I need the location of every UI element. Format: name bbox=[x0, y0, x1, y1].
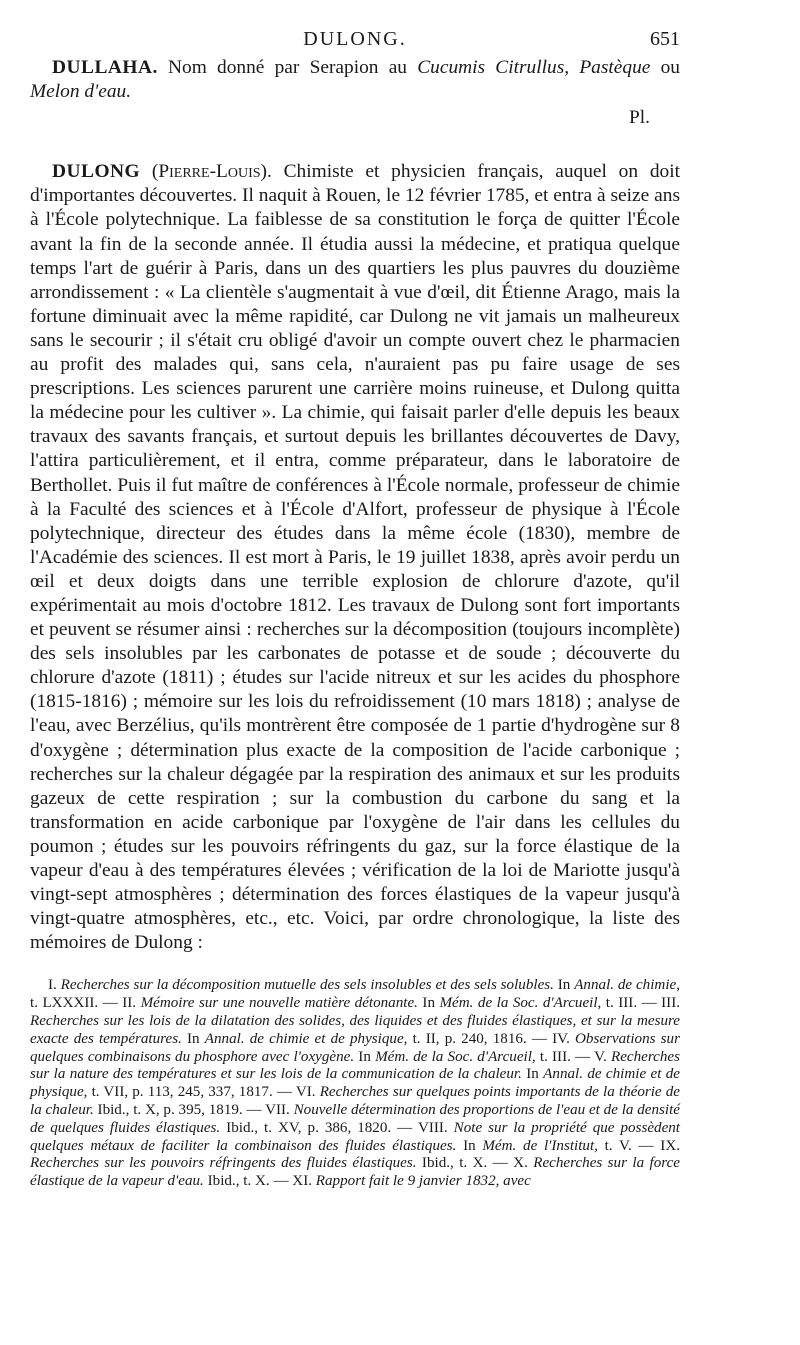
page-header bbox=[30, 22, 680, 56]
footnote-italic-run: Recherches sur la force élastique de la vapeur d'eau. bbox=[30, 1155, 680, 1190]
footnote-italic-run: Annal. de chimie et de physique, bbox=[204, 1030, 408, 1047]
author-signature: Pl. bbox=[628, 107, 650, 129]
headword-dulong: DULONG bbox=[52, 161, 141, 183]
dulong-given-names: Pierre-Louis bbox=[158, 161, 261, 183]
footnote-text-run: t. III. — III. bbox=[601, 995, 680, 1012]
entry-dullaha-text bbox=[30, 56, 680, 104]
footnote-text-run: Ibid., t. X, p. 395, 1819. — VII. bbox=[93, 1101, 294, 1118]
footnote-italic-run: Mémoire sur une nouvelle matière détonante. bbox=[140, 995, 418, 1012]
footnote-text-run: Ibid., t. XV, p. 386, 1820. — VIII. bbox=[220, 1119, 454, 1136]
entry-dulong bbox=[30, 160, 680, 955]
footnote-italic-run: Recherches sur les pouvoirs réfringents des fluides élastiques. bbox=[30, 1155, 417, 1172]
footnote-italic-run: Mém. de l'Institut, bbox=[482, 1137, 598, 1154]
footnote-italic-run: Annal. de chimie, bbox=[574, 977, 680, 994]
headword-dullaha: DULLAHA. bbox=[52, 57, 158, 78]
footnote-text-run: In bbox=[417, 995, 440, 1012]
footnote-text-run: In bbox=[553, 977, 575, 994]
footnote-italic-run: Rapport fait le 9 janvier 1832, avec bbox=[315, 1173, 531, 1190]
footnote-text-run: t. V. — IX. bbox=[597, 1137, 680, 1154]
running-title: DULONG. bbox=[303, 28, 407, 50]
page bbox=[30, 22, 680, 1191]
footnote-italic-run: Recherches sur la nature des températures et sur les lois de la communication de la chaleur. bbox=[30, 1048, 680, 1083]
footnote-italic-run: Observations sur quelques combinaisons du phosphore avec l'oxygène. bbox=[30, 1030, 680, 1065]
footnote-text-run: In bbox=[181, 1030, 205, 1047]
dulong-name-close: ). bbox=[260, 161, 284, 183]
footnote-text-run: In bbox=[456, 1137, 483, 1154]
dullaha-italic-2: Melon d'eau. bbox=[30, 81, 132, 103]
footnote-text-run: In bbox=[354, 1048, 376, 1065]
footnote-italic-run: Nouvelle détermination des proportions de l'eau et de la densité de quelques fluides élastiques. bbox=[30, 1101, 680, 1136]
footnote-italic-run: Mém. de la Soc. d'Arcueil, bbox=[375, 1048, 536, 1065]
dullaha-italic-1: Cucumis Citrullus, Pastèque bbox=[417, 57, 651, 78]
footnote-italic-run: Recherches sur les lois de la dilatation des solides, des liquides et des fluides élastiques, et sur la mesure exacte des températures. bbox=[30, 1012, 680, 1047]
footnote-italic-run: Recherches sur quelques points importants de la théorie de la chaleur. bbox=[30, 1084, 681, 1118]
dulong-body: Chimiste et physicien français, auquel on doit d'importantes découvertes. Il naquit à Rouen, le 12 février 1785, et entra à seize ans à l'École polytechnique. La faiblesse de sa constitution le força de quitter l'École avant la fin de la seconde année. Il étudia aussi la médecine, et pratiqua quelque temps l'art de guérir à Paris, dans un des quartiers les plus pauvres du douzième arrondissement : « La clientèle s'augmentait à vue d'œil, dit Étienne Arago, mais la fortune diminuait avec la même rapidité, car Dulong ne vit jamais un malheureux sans le secourir ; il s'était cru obligé d'avoir un compte ouvert chez le pharmacien au profit des malades qui, sans cela, n'auraient pas pu faire usage de ses prescriptions. Les sciences parurent une carrière moins ruineuse, et Dulong quitta la médecine pour les cultiver ». La chimie, qui faisait parler d'elle depuis les beaux travaux des savants français, et surtout depuis les brillantes découvertes de Davy, l'attira particulièrement, et il entra, comme préparateur, dans le laboratoire de Berthollet. Puis il fut maître de conférences à l'École normale, professeur de chimie à la Faculté des sciences et à l'École d'Alfort, professeur de physique à l'École polytechnique, directeur des études dans la même école (1830), membre de l'Académie des sciences. Il est mort à Paris, le 19 juillet 1838, après avoir perdu un œil et deux doigts dans une terrible explosion de chlorure d'azote, qu'il expérimentait au mois d'octobre 1812. Les travaux de Dulong sont fort importants et peuvent se résumer ainsi : recherches sur la décomposition (toujours incomplète) des sels insolubles par les carbonates de potasse et de soude ; découverte du chlorure d'azote (1811) ; études sur l'acide nitreux et sur les acides du phosphore (1815-1816) ; mémoire sur les lois du refroidissement (10 mars 1818) ; analyse de l'eau, avec Berzélius, qu'ils montrèrent être composée de 1 partie d'hydrogène sur 8 d'oxygène ; détermination plus exacte de la composition de l'acide carbonique ; recherches sur la chaleur dégagée par la respiration des animaux et sur les produits gazeux de cette respiration ; sur la combustion du carbone du sang et la transformation en acide carbonique par l'oxygène de l'air dans les cellules du poumon ; études sur les pouvoirs réfringents du gaz, sur la force élastique de la vapeur d'eau à des températures élevées ; vérification de la loi de Mariotte jusqu'à vingt-sept atmosphères ; détermination des forces élastiques de la vapeur jusqu'à vingt-quatre atmosphères, etc., etc. Voici, par ordre chronologique, la liste des mémoires de Dulong : bbox=[30, 161, 681, 954]
footnote-text-run: In bbox=[521, 1066, 544, 1083]
footnote-italic-run: Recherches sur la décomposition mutuelle des sels insolubles et des sels solubles. bbox=[60, 977, 554, 994]
footnote-text-run: t. III. — V. bbox=[535, 1048, 611, 1065]
footnote-text-run: Ibid., t. X. — XI. bbox=[203, 1173, 316, 1190]
entry-dullaha bbox=[30, 56, 680, 130]
footnote-text-run: t. LXXXII. — II. bbox=[30, 995, 141, 1012]
page-number: 651 bbox=[650, 28, 680, 50]
footnote-italic-run: Annal. de chimie et de physique, bbox=[30, 1066, 680, 1101]
footnote-paragraph bbox=[30, 977, 680, 1191]
footnotes bbox=[30, 977, 680, 1191]
footnote-text-run: Ibid., t. X. — X. bbox=[416, 1155, 534, 1172]
entry-dulong-text bbox=[30, 160, 680, 955]
dulong-name-open: ( bbox=[140, 161, 159, 183]
footnote-italic-run: Note sur la propriété que possèdent quelques métaux de faciliter la combinaison des fluides élastiques. bbox=[30, 1119, 681, 1154]
footnote-text-run: t. VII, p. 113, 245, 337, 1817. — VI. bbox=[87, 1084, 320, 1101]
footnote-text-run: t. II, p. 240, 1816. — IV. bbox=[407, 1030, 576, 1047]
footnote-text-run: I. bbox=[48, 977, 61, 994]
dullaha-text-1: Nom donné par Serapion au bbox=[157, 57, 418, 78]
footnote-italic-run: Mém. de la Soc. d'Arcueil, bbox=[439, 995, 602, 1012]
dullaha-text-2: ou bbox=[650, 57, 680, 78]
